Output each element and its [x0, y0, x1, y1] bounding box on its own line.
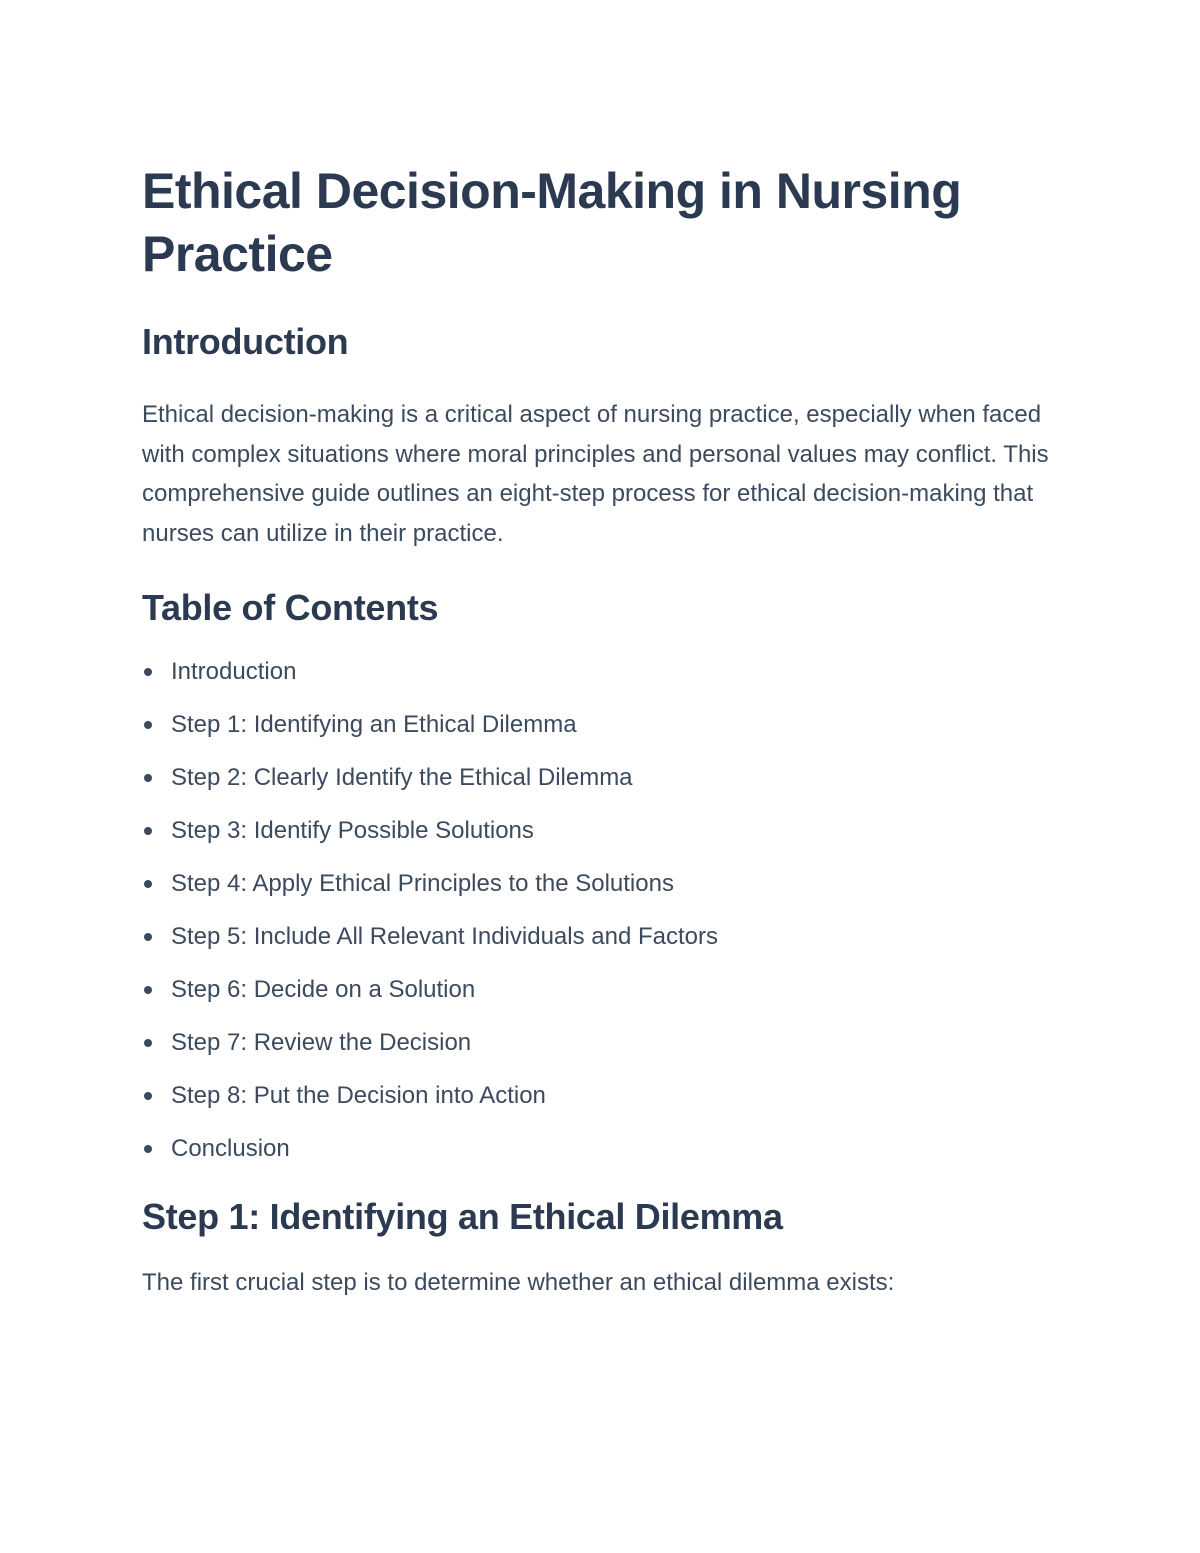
- toc-item-label: Step 2: Clearly Identify the Ethical Dilemma: [171, 764, 633, 791]
- toc-item-step-4: [142, 866, 1052, 902]
- bullet-icon: [144, 774, 152, 782]
- toc-item-introduction: [142, 654, 1052, 690]
- toc-item-step-5: [142, 919, 1052, 955]
- bullet-icon: [144, 1092, 152, 1100]
- toc-item-step-2: [142, 760, 1052, 796]
- document-title: Ethical Decision-Making in Nursing Practice: [142, 163, 962, 282]
- table-of-contents-heading: Table of Contents: [142, 587, 439, 628]
- step-1-paragraph: The first crucial step is to determine whether an ethical dilemma exists:: [142, 1269, 895, 1296]
- toc-item-label: Step 5: Include All Relevant Individuals and Factors: [171, 923, 718, 950]
- toc-item-label: Step 3: Identify Possible Solutions: [171, 817, 534, 844]
- bullet-icon: [144, 1145, 152, 1153]
- introduction-paragraph: Ethical decision-making is a critical aspect of nursing practice, especially when faced with complex situations where moral principles and personal values may conflict. This comprehensive guide outlines an eight-step process for ethical decision-making that nurses can utilize in their practice.: [142, 401, 1049, 547]
- introduction-heading: Introduction: [142, 321, 349, 362]
- bullet-icon: [144, 933, 152, 941]
- bullet-icon: [144, 668, 152, 676]
- table-of-contents-list: [142, 654, 1052, 1167]
- toc-item-step-1: [142, 707, 1052, 743]
- bullet-icon: [144, 827, 152, 835]
- toc-item-label: Conclusion: [171, 1135, 290, 1162]
- toc-item-label: Step 1: Identifying an Ethical Dilemma: [171, 711, 577, 738]
- bullet-icon: [144, 721, 152, 729]
- document-page: [142, 160, 1052, 1301]
- toc-item-step-3: [142, 813, 1052, 849]
- bullet-icon: [144, 880, 152, 888]
- toc-item-label: Step 8: Put the Decision into Action: [171, 1082, 546, 1109]
- toc-item-step-8: [142, 1078, 1052, 1114]
- toc-item-label: Step 6: Decide on a Solution: [171, 976, 476, 1003]
- toc-item-step-6: [142, 972, 1052, 1008]
- bullet-icon: [144, 986, 152, 994]
- toc-item-step-7: [142, 1025, 1052, 1061]
- toc-item-label: Introduction: [171, 658, 297, 685]
- bullet-icon: [144, 1039, 152, 1047]
- toc-item-label: Step 4: Apply Ethical Principles to the Solutions: [171, 870, 674, 897]
- step-1-heading: Step 1: Identifying an Ethical Dilemma: [142, 1196, 783, 1237]
- toc-item-conclusion: [142, 1131, 1052, 1167]
- toc-item-label: Step 7: Review the Decision: [171, 1029, 472, 1056]
